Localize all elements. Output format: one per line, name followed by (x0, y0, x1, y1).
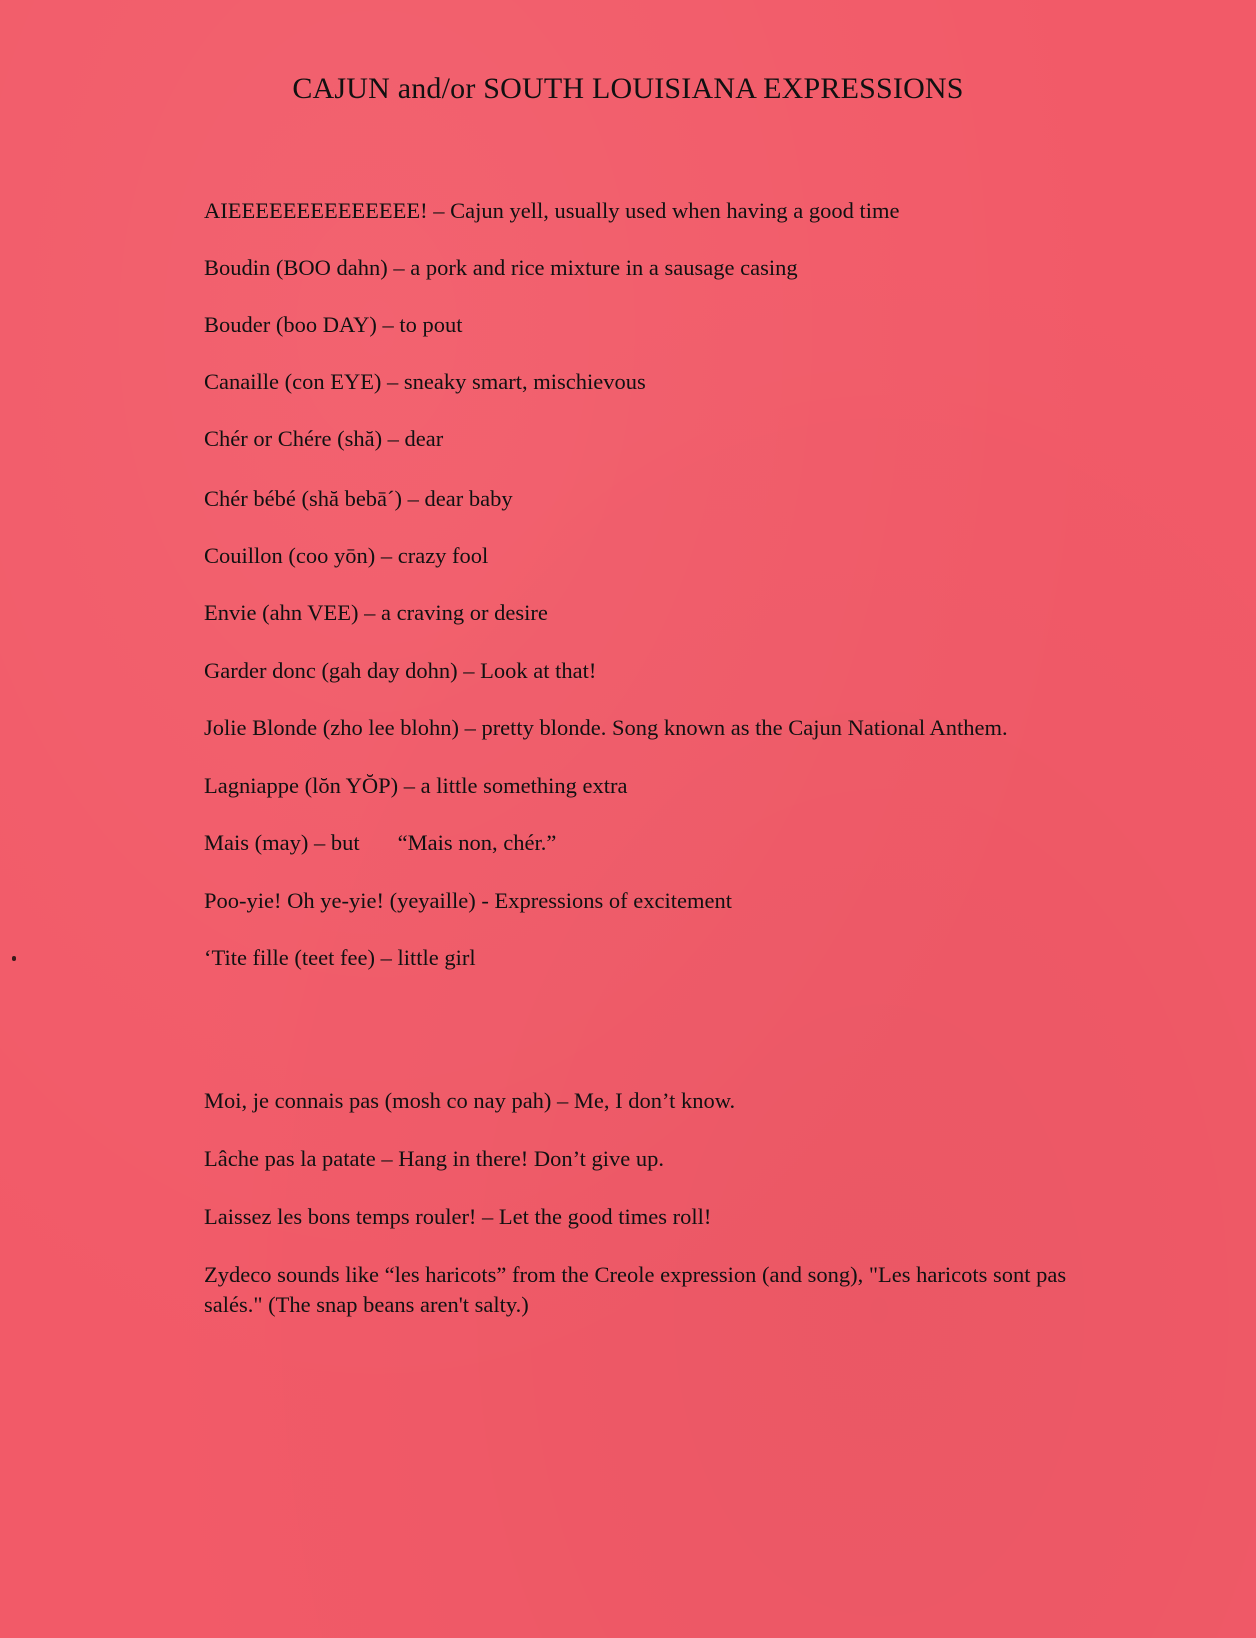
entry-poo-yie: Poo-yie! Oh ye-yie! (yeyaille) - Expressions of excitement (204, 888, 732, 913)
entry-tite-fille: ‘Tite fille (teet fee) – little girl (204, 945, 476, 970)
entry-boudin: Boudin (BOO dahn) – a pork and rice mixture in a sausage casing (204, 255, 798, 280)
entry-jolie-blonde: Jolie Blonde (zho lee blohn) – pretty blonde. Song known as the Cajun National Anthem. (204, 715, 1008, 740)
entry-lache-pas: Lâche pas la patate – Hang in there! Don’t give up. (204, 1146, 665, 1171)
mais-term: Mais (may) – but (204, 830, 360, 855)
mais-example: “Mais non, chér.” (397, 830, 557, 855)
page-title: CAJUN and/or SOUTH LOUISIANA EXPRESSIONS (292, 72, 964, 105)
entry-envie: Envie (ahn VEE) – a craving or desire (204, 600, 548, 625)
entry-bouder: Bouder (boo DAY) – to pout (204, 312, 463, 337)
entry-couillon: Couillon (coo yōn) – crazy fool (204, 543, 489, 568)
entry-moi-je-connais-pas: Moi, je connais pas (mosh co nay pah) – Me, I don’t know. (204, 1088, 736, 1113)
entry-garder-donc: Garder donc (gah day dohn) – Look at that! (204, 658, 597, 683)
entry-cher: Chér or Chére (shă) – dear (204, 426, 444, 451)
entry-laissez-les-bons-temps: Laissez les bons temps rouler! – Let the good times roll! (204, 1204, 712, 1229)
entry-cher-bebe: Chér bébé (shă bebā´) – dear baby (204, 486, 513, 511)
entry-aieee: AIEEEEEEEEEEEEEE! – Cajun yell, usually used when having a good time (204, 198, 900, 223)
entry-mais (204, 828, 556, 858)
entry-lagniappe: Lagniappe (lŏn YŎP) – a little something extra (204, 773, 628, 798)
entry-canaille: Canaille (con EYE) – sneaky smart, mischievous (204, 369, 646, 394)
paper-speck (12, 956, 16, 961)
entry-zydeco: Zydeco sounds like “les haricots” from the Creole expression (and song), "Les haricots sont pas salés." (The snap beans aren't salty.) (204, 1262, 1067, 1317)
